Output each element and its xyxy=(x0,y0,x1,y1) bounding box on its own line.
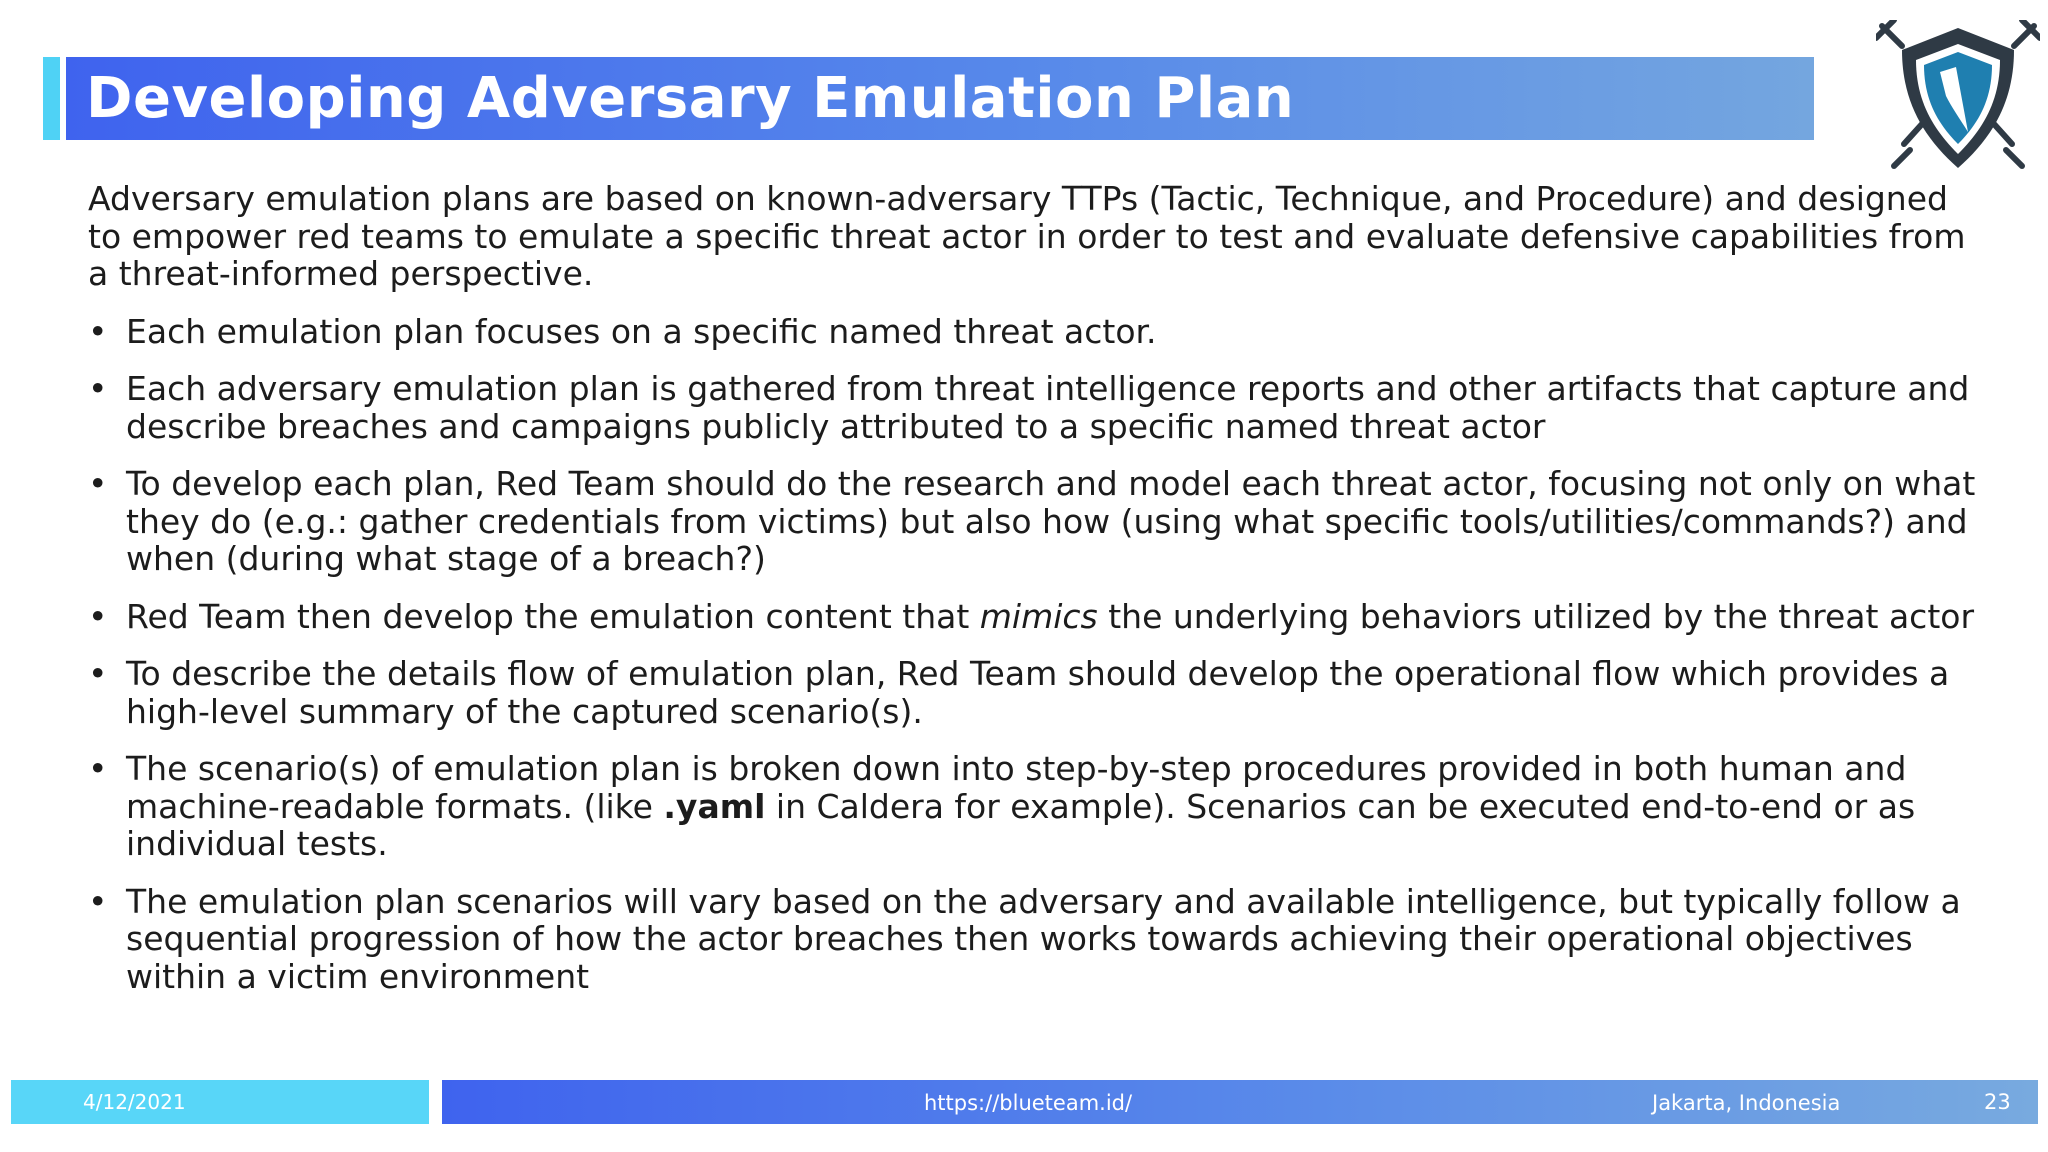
bullet-item: • Each adversary emulation plan is gathered from threat intelligence reports and other artifacts that capture and describe breaches and campaigns publicly attributed to a specific named threat actor xyxy=(88,370,1988,445)
slide-body xyxy=(88,180,1988,1015)
bullet-text: Red Team then develop the emulation content that xyxy=(126,596,980,636)
bullet-list xyxy=(88,313,1988,996)
intro-paragraph: Adversary emulation plans are based on known-adversary TTPs (Tactic, Technique, and Procedure) and designed to empower red teams to emulate a specific threat actor in order to test and evaluate defensive capabilities from a threat-informed perspective. xyxy=(88,179,1966,293)
bullet-text: The scenario(s) of emulation plan is broken down into step-by-step procedures provided in both human and machine-readable formats. (like xyxy=(126,749,1907,826)
title-bar xyxy=(66,57,1814,140)
footer-date: 4/12/2021 xyxy=(83,1090,186,1114)
bullet-item: • To develop each plan, Red Team should do the research and model each threat actor, focusing not only on what they do (e.g.: gather credentials from victims) but also how (using what specific tools/utilities/commands?) and when (during what stage of a breach?) xyxy=(88,465,1988,578)
footer-location: Jakarta, Indonesia xyxy=(1652,1091,1841,1115)
title-accent-bar xyxy=(43,57,60,140)
footer-bar xyxy=(442,1080,2038,1124)
bold-text: .yaml xyxy=(663,786,766,826)
bullet-item xyxy=(88,750,1988,863)
page-number: 23 xyxy=(1984,1090,2011,1114)
bullet-text: the underlying behaviors utilized by the threat actor xyxy=(1097,596,1975,636)
emphasis-text: mimics xyxy=(979,596,1098,636)
bullet-text: in Caldera for example). Scenarios can be executed end-to-end or as individual tests. xyxy=(126,786,1916,863)
bullet-item xyxy=(88,598,1988,636)
bullet-item: • The emulation plan scenarios will vary based on the adversary and available intelligence, but typically follow a sequential progression of how the actor breaches then works towards achieving their operational objectives within a victim environment xyxy=(88,883,1988,996)
bullet-item: • Each emulation plan focuses on a specific named threat actor. xyxy=(88,313,1988,351)
shield-logo-icon xyxy=(1876,20,2040,172)
slide-title: Developing Adversary Emulation Plan xyxy=(86,66,1295,131)
footer-url: https://blueteam.id/ xyxy=(924,1091,1133,1115)
bullet-item: • To describe the details flow of emulation plan, Red Team should develop the operational flow which provides a high-level summary of the captured scenario(s). xyxy=(88,655,1988,730)
footer-date-bar xyxy=(11,1080,429,1124)
